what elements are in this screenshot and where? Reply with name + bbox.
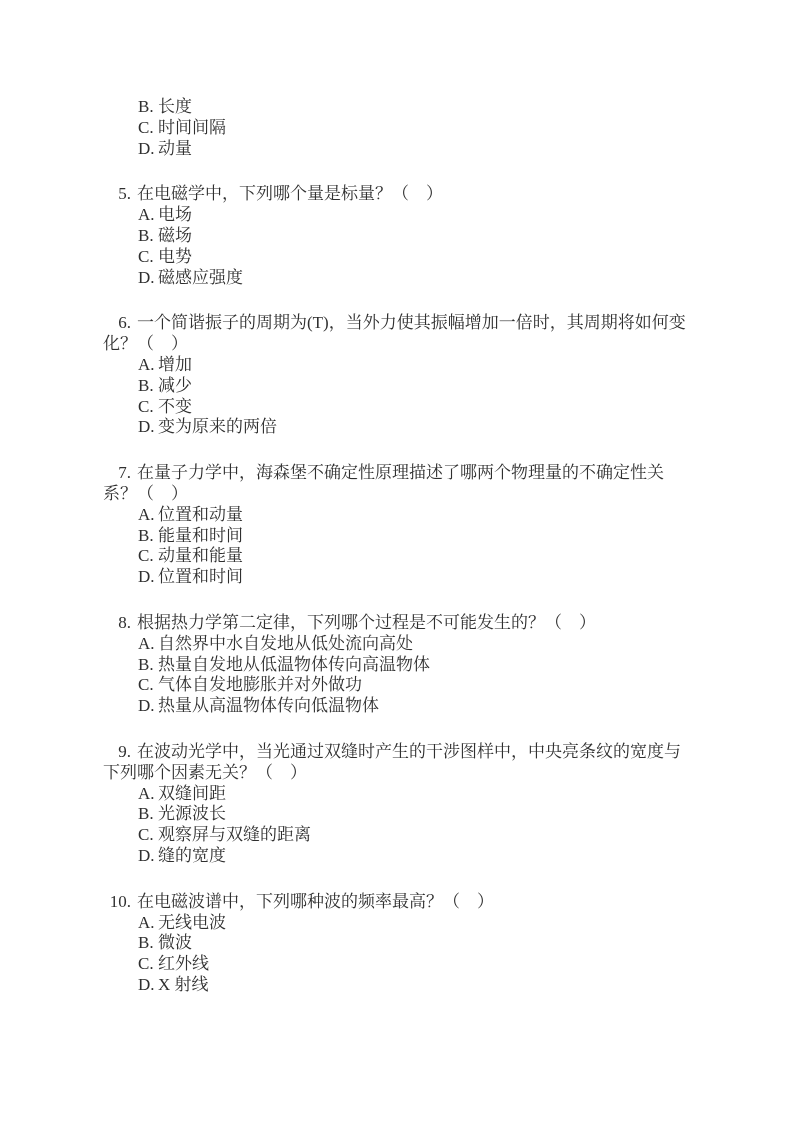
question-number: 10. <box>109 891 131 911</box>
option-text: 位置和动量 <box>158 504 243 524</box>
option-text: 气体自发地膨胀并对外做功 <box>158 675 362 695</box>
option-letter: A. <box>138 354 155 374</box>
option-letter: B. <box>138 933 154 953</box>
option-letter: C. <box>138 675 154 695</box>
option-text: 长度 <box>158 97 192 116</box>
question-block <box>103 613 690 717</box>
option-row <box>103 634 690 655</box>
question-text: 根据热力学第二定律，下列哪个过程是不可能发生的？（ ） <box>137 612 596 632</box>
option-letter: C. <box>138 246 154 266</box>
option-letter: B. <box>138 225 154 245</box>
option-row <box>103 268 690 289</box>
option-text: 电势 <box>158 246 192 266</box>
option-letter: A. <box>138 504 155 524</box>
option-row <box>103 205 690 226</box>
option-row <box>103 675 690 696</box>
option-text: 不变 <box>158 396 192 416</box>
options-list <box>103 634 690 717</box>
option-letter: A. <box>138 205 155 225</box>
question-stem <box>103 313 690 355</box>
option-letter: A. <box>138 633 155 653</box>
option-text: 磁场 <box>158 225 192 245</box>
option-text: 无线电波 <box>158 912 226 932</box>
option-text: 双缝间距 <box>158 783 226 803</box>
options-list <box>103 97 690 159</box>
option-letter: D. <box>138 974 155 994</box>
question-text: 在电磁学中，下列哪个量是标量？（ ） <box>137 184 443 204</box>
option-letter: B. <box>138 525 154 545</box>
option-text: 微波 <box>158 933 192 953</box>
option-text: X 射线 <box>158 974 209 994</box>
option-row <box>103 546 690 567</box>
options-list <box>103 205 690 288</box>
option-letter: C. <box>138 546 154 566</box>
option-letter: D. <box>138 267 155 287</box>
options-list <box>103 913 690 996</box>
question-number: 7. <box>118 463 131 483</box>
option-text: 时间间隔 <box>158 117 226 137</box>
option-letter: D. <box>138 417 155 437</box>
question-number: 8. <box>118 612 131 632</box>
question-text: 在波动光学中，当光通过双缝时产生的干涉图样中，中央亮条纹的宽度与下列哪个因素无关？（ ） <box>103 741 681 782</box>
question-stem <box>103 613 690 634</box>
option-letter: D. <box>138 138 155 158</box>
option-text: 热量从高温物体传向低温物体 <box>158 696 379 716</box>
question-text: 在量子力学中，海森堡不确定性原理描述了哪两个物理量的不确定性关系？（ ） <box>103 463 664 503</box>
question-text: 在电磁波谱中，下列哪种波的频率最高？（ ） <box>137 891 494 911</box>
option-text: 变为原来的两倍 <box>158 417 277 437</box>
option-row <box>103 97 690 118</box>
question-block <box>103 892 690 996</box>
question-number: 9. <box>118 741 131 761</box>
option-row <box>103 913 690 934</box>
option-text: 减少 <box>158 375 192 395</box>
option-row <box>103 505 690 526</box>
option-text: 红外线 <box>158 954 209 974</box>
question-block <box>103 463 690 588</box>
option-text: 动量 <box>158 138 192 158</box>
option-letter: C. <box>138 825 154 845</box>
option-row <box>103 355 690 376</box>
option-row <box>103 139 690 160</box>
option-text: 电场 <box>158 205 192 225</box>
option-text: 光源波长 <box>158 804 226 824</box>
option-text: 缝的宽度 <box>158 845 226 865</box>
question-block <box>103 184 690 288</box>
option-text: 观察屏与双缝的距离 <box>158 825 311 845</box>
option-text: 热量自发地从低温物体传向高温物体 <box>158 654 430 674</box>
option-row <box>103 954 690 975</box>
question-stem <box>103 463 690 505</box>
option-text: 能量和时间 <box>158 525 243 545</box>
option-text: 磁感应强度 <box>158 267 243 287</box>
option-letter: B. <box>138 97 154 116</box>
option-letter: C. <box>138 117 154 137</box>
question-block <box>103 313 690 438</box>
options-list <box>103 355 690 438</box>
option-letter: B. <box>138 654 154 674</box>
option-letter: D. <box>138 567 155 587</box>
option-row <box>103 655 690 676</box>
option-letter: B. <box>138 375 154 395</box>
option-letter: C. <box>138 954 154 974</box>
question-block <box>103 742 690 867</box>
option-row <box>103 226 690 247</box>
option-row <box>103 397 690 418</box>
option-row <box>103 933 690 954</box>
question-number: 5. <box>118 184 131 204</box>
questions-list <box>103 97 690 996</box>
options-list <box>103 505 690 588</box>
option-letter: C. <box>138 396 154 416</box>
option-row <box>103 846 690 867</box>
option-text: 位置和时间 <box>158 567 243 587</box>
option-letter: A. <box>138 912 155 932</box>
option-row <box>103 696 690 717</box>
option-text: 增加 <box>158 354 192 374</box>
question-stem <box>103 742 690 784</box>
option-letter: B. <box>138 804 154 824</box>
option-row <box>103 804 690 825</box>
option-row <box>103 118 690 139</box>
option-row <box>103 417 690 438</box>
option-row <box>103 247 690 268</box>
options-list <box>103 784 690 867</box>
option-letter: D. <box>138 845 155 865</box>
option-row <box>103 975 690 996</box>
option-row <box>103 376 690 397</box>
option-row <box>103 784 690 805</box>
option-letter: A. <box>138 783 155 803</box>
question-stem <box>103 892 690 913</box>
option-row <box>103 526 690 547</box>
question-number: 6. <box>118 313 131 333</box>
question-stem <box>103 184 690 205</box>
option-row <box>103 825 690 846</box>
option-row <box>103 567 690 588</box>
option-text: 动量和能量 <box>158 546 243 566</box>
option-letter: D. <box>138 696 155 716</box>
question-text: 一个简谐振子的周期为(T)，当外力使其振幅增加一倍时，其周期将如何变化？（ ） <box>103 313 686 354</box>
question-block <box>103 97 690 159</box>
option-text: 自然界中水自发地从低处流向高处 <box>158 633 413 653</box>
